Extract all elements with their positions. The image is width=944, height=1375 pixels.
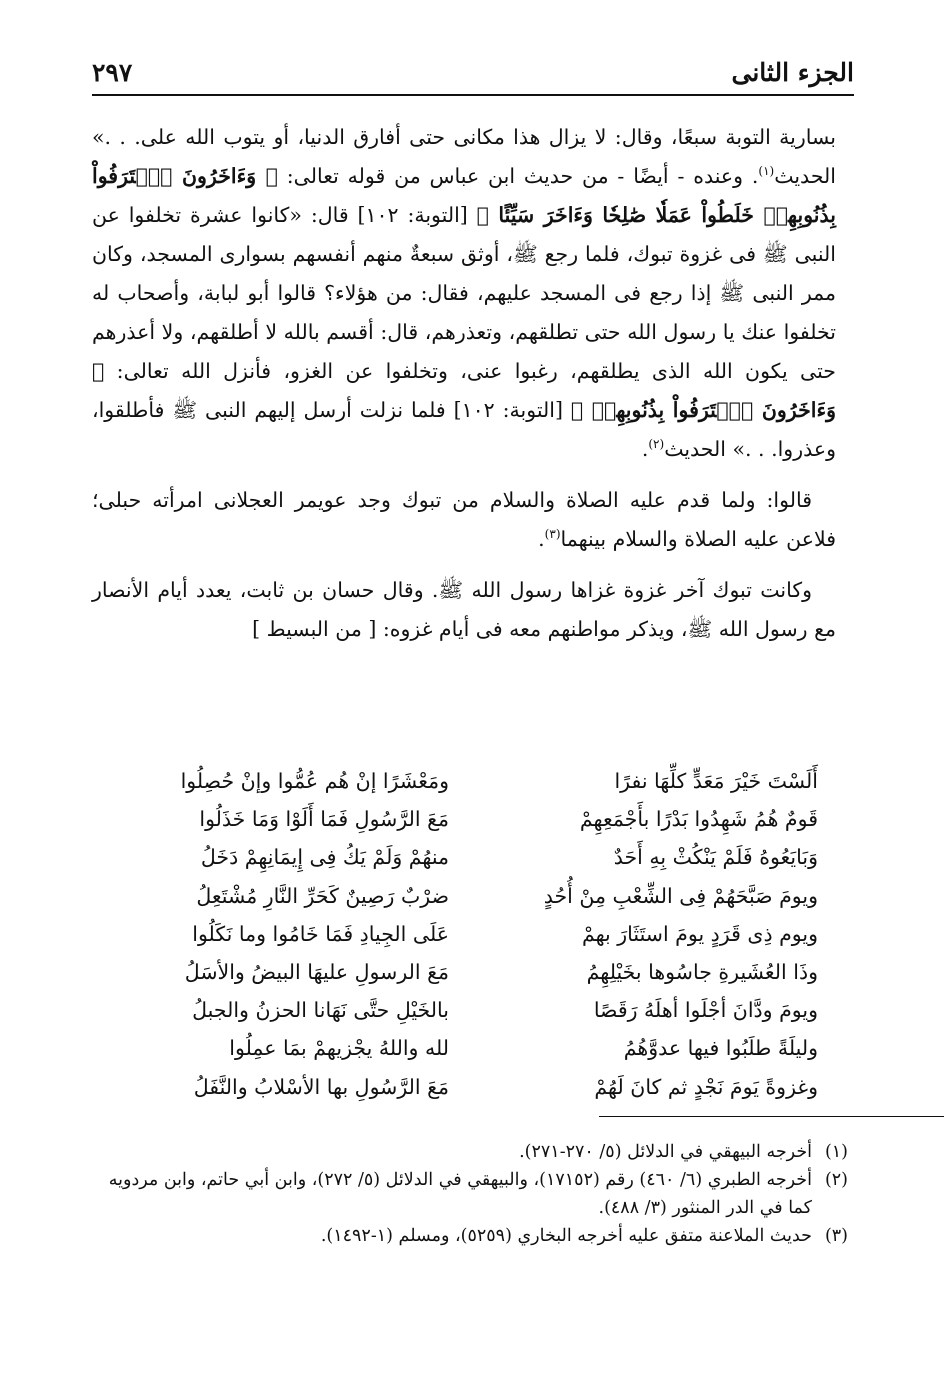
footnote-ref: (٢) xyxy=(648,437,665,452)
footnote xyxy=(100,1222,848,1250)
page-header xyxy=(92,52,854,96)
paragraph-3: وكانت تبوك آخر غزوة غزاها رسول الله ﷺ. وقال حسان بن ثابت، يعدد أيام الأنصار مع رسول الله ﷺ، ويذكر مواطنهم معه فى أيام غزوه: [ من البسيط ] xyxy=(92,578,836,641)
quran-verse: ﴿ وَءَاخَرُونَ ٱعۡتَرَفُواْ بِذُنُوبِهِمۡ خَلَطُواْ عَمَلٗا صَٰلِحٗا وَءَاخَرَ سَيِّئًا ﴾ xyxy=(92,164,836,227)
quran-verse: ﴿ وَءَاخَرُونَ ٱعۡتَرَفُواْ بِذُنُوبِهِمۡ ﴾ xyxy=(92,359,836,422)
poem-verse xyxy=(118,800,826,838)
footnote-text: حديث الملاعنة متفق عليه أخرجه البخاري (٥٢٥٩)، ومسلم (١-١٤٩٢). xyxy=(320,1226,812,1246)
text-run: . xyxy=(641,437,649,461)
second-hemistich: منهُمْ وَلَمْ يَكُ فِى إِيمَانِهِمْ دَخَلُ xyxy=(200,845,449,870)
second-hemistich: بالخَيْلِ حتَّى نَهَانا الحزنُ والجبلُ xyxy=(192,998,449,1023)
footnote-number: (١) xyxy=(824,1142,848,1162)
first-hemistich: وذَا العُشَيرةِ جاسُوها بخَيْلِهِمُ xyxy=(586,959,818,984)
footnote-number: (٣) xyxy=(824,1226,848,1246)
paragraph-2 xyxy=(92,481,836,559)
footnote-text: أخرجه الطبري (٦/ ٤٦٠) رقم (١٧١٥٢)، والبيهقي في الدلائل (٥/ ٢٧٢)، وابن أبي حاتم، وابن مردويه كما في الدر المنثور (٣/ ٤٨٨). xyxy=(108,1170,812,1218)
footnote-separator xyxy=(599,1116,944,1117)
footnotes xyxy=(100,1138,848,1250)
second-hemistich: لله واللهُ يجْزيهمْ بمَا عمِلُوا xyxy=(229,1036,449,1061)
first-hemistich: أَلَسْتَ خَيْرَ مَعَدٍّ كلِّهَا نفرًا xyxy=(614,769,818,793)
footnote xyxy=(100,1138,848,1166)
first-hemistich: ويومَ ودَّانَ أجْلَوا أهلَهُ رَقَصًا xyxy=(593,998,818,1023)
running-title: الجزء الثانى xyxy=(731,58,854,87)
footnote xyxy=(100,1166,848,1222)
poem-verse xyxy=(118,838,826,876)
poem-verse xyxy=(118,953,826,991)
page-number: ٢٩٧ xyxy=(92,58,133,87)
first-hemistich: قَومٌ هُمُ شَهِدُوا بَدْرًا بأَجْمَعِهِمْ xyxy=(579,807,818,832)
footnote-ref: (٣) xyxy=(544,527,561,542)
text-run: . xyxy=(538,527,545,551)
first-hemistich: وليلَةً طلَبُوا فيها عدوَّهُمُ xyxy=(623,1036,818,1061)
main-text xyxy=(92,118,836,649)
poem-verse xyxy=(118,991,826,1029)
poem-verse xyxy=(118,915,826,953)
second-hemistich: ضرْبٌ رَصِينٌ كَحَرِّ النَّارِ مُشْتَعِلُ xyxy=(196,883,449,908)
paragraph-1 xyxy=(92,118,836,469)
text-run: [التوبة: ١٠٢] فلما نزلت أرسل إليهم النبى ﷺ فأطلقوا، وعذروا. . .» الحديث xyxy=(92,398,836,461)
poem-verse xyxy=(118,1029,826,1067)
text-run: بسارية التوبة سبعًا، وقال: لا يزال هذا مكانى حتى أفارق الدنيا، أو يتوب الله على. . .» الحديث xyxy=(92,125,836,188)
second-hemistich: مَعَ الرَّسُولِ فَمَا أَلَوْا وَمَا خَذَلُوا xyxy=(199,807,449,832)
first-hemistich: ويوم ذِى قَرَدٍ يومَ استَثَارَ بهمْ xyxy=(581,921,818,946)
poem-verse xyxy=(118,1068,826,1106)
text-run: [التوبة: ١٠٢] قال: «كانوا عشرة تخلفوا عن النبى ﷺ فى غزوة تبوك، فلما رجع ﷺ، أوثق سبعةٌ منهم أنفسهم بسوارى المسجد، وكان ممر النبى ﷺ إذا رجع فى المسجد عليهم، فقال: من هؤلاء؟ قالوا أبو لبابة، وأصحاب له تخلفوا عنك يا رسول الله حتى تطلقهم، وتعذرهم، قال: أقسم بالله لا أطلقهم، ولا أعذرهم حتى يكون الله الذى يطلقهم، رغبوا عنى، وتخلفوا عن الغزو، فأنزل الله تعالى: xyxy=(92,203,836,383)
second-hemistich: عَلَى الجِيادِ فَمَا خَامُوا وما نَكَلُوا xyxy=(192,921,449,946)
footnote-ref: (١) xyxy=(758,164,775,179)
text-run: . وعنده - أيضًا - من حديث ابن عباس من قوله تعالى: xyxy=(286,164,759,188)
poem-verse xyxy=(118,877,826,915)
second-hemistich: مَعَ الرسولِ عليهَا البيضُ والأسَلُ xyxy=(184,959,449,984)
footnote-text: أخرجه البيهقي في الدلائل (٥/ ٢٧٠-٢٧١). xyxy=(519,1142,812,1162)
text-run: قالوا: ولما قدم عليه الصلاة والسلام من تبوك وجد عويمر العجلانى امرأته حبلى؛ فلاعن عليه الصلاة والسلام بينهما xyxy=(92,488,836,551)
first-hemistich: وَبَايَعُوهُ فَلَمْ يَنْكُثْ بِهِ أَحَدٌ xyxy=(613,845,818,870)
second-hemistich: مَعَ الرَّسُولِ بها الأسْلابُ والنَّفَلُ xyxy=(193,1074,449,1099)
poem-verse xyxy=(118,762,826,800)
first-hemistich: وغزوةً يَومَ نَجْدٍ ثم كانَ لَهُمْ xyxy=(594,1074,818,1099)
poem xyxy=(118,762,826,1120)
footnote-number: (٢) xyxy=(824,1170,848,1190)
first-hemistich: ويومَ صَبَّحَهُمْ فِى الشِّعْبِ مِنْ أُحُدٍ xyxy=(543,883,818,908)
second-hemistich: ومَعْشَرًا إنْ هُم عُمُّوا وإنْ حُصِلُوا xyxy=(180,769,449,793)
